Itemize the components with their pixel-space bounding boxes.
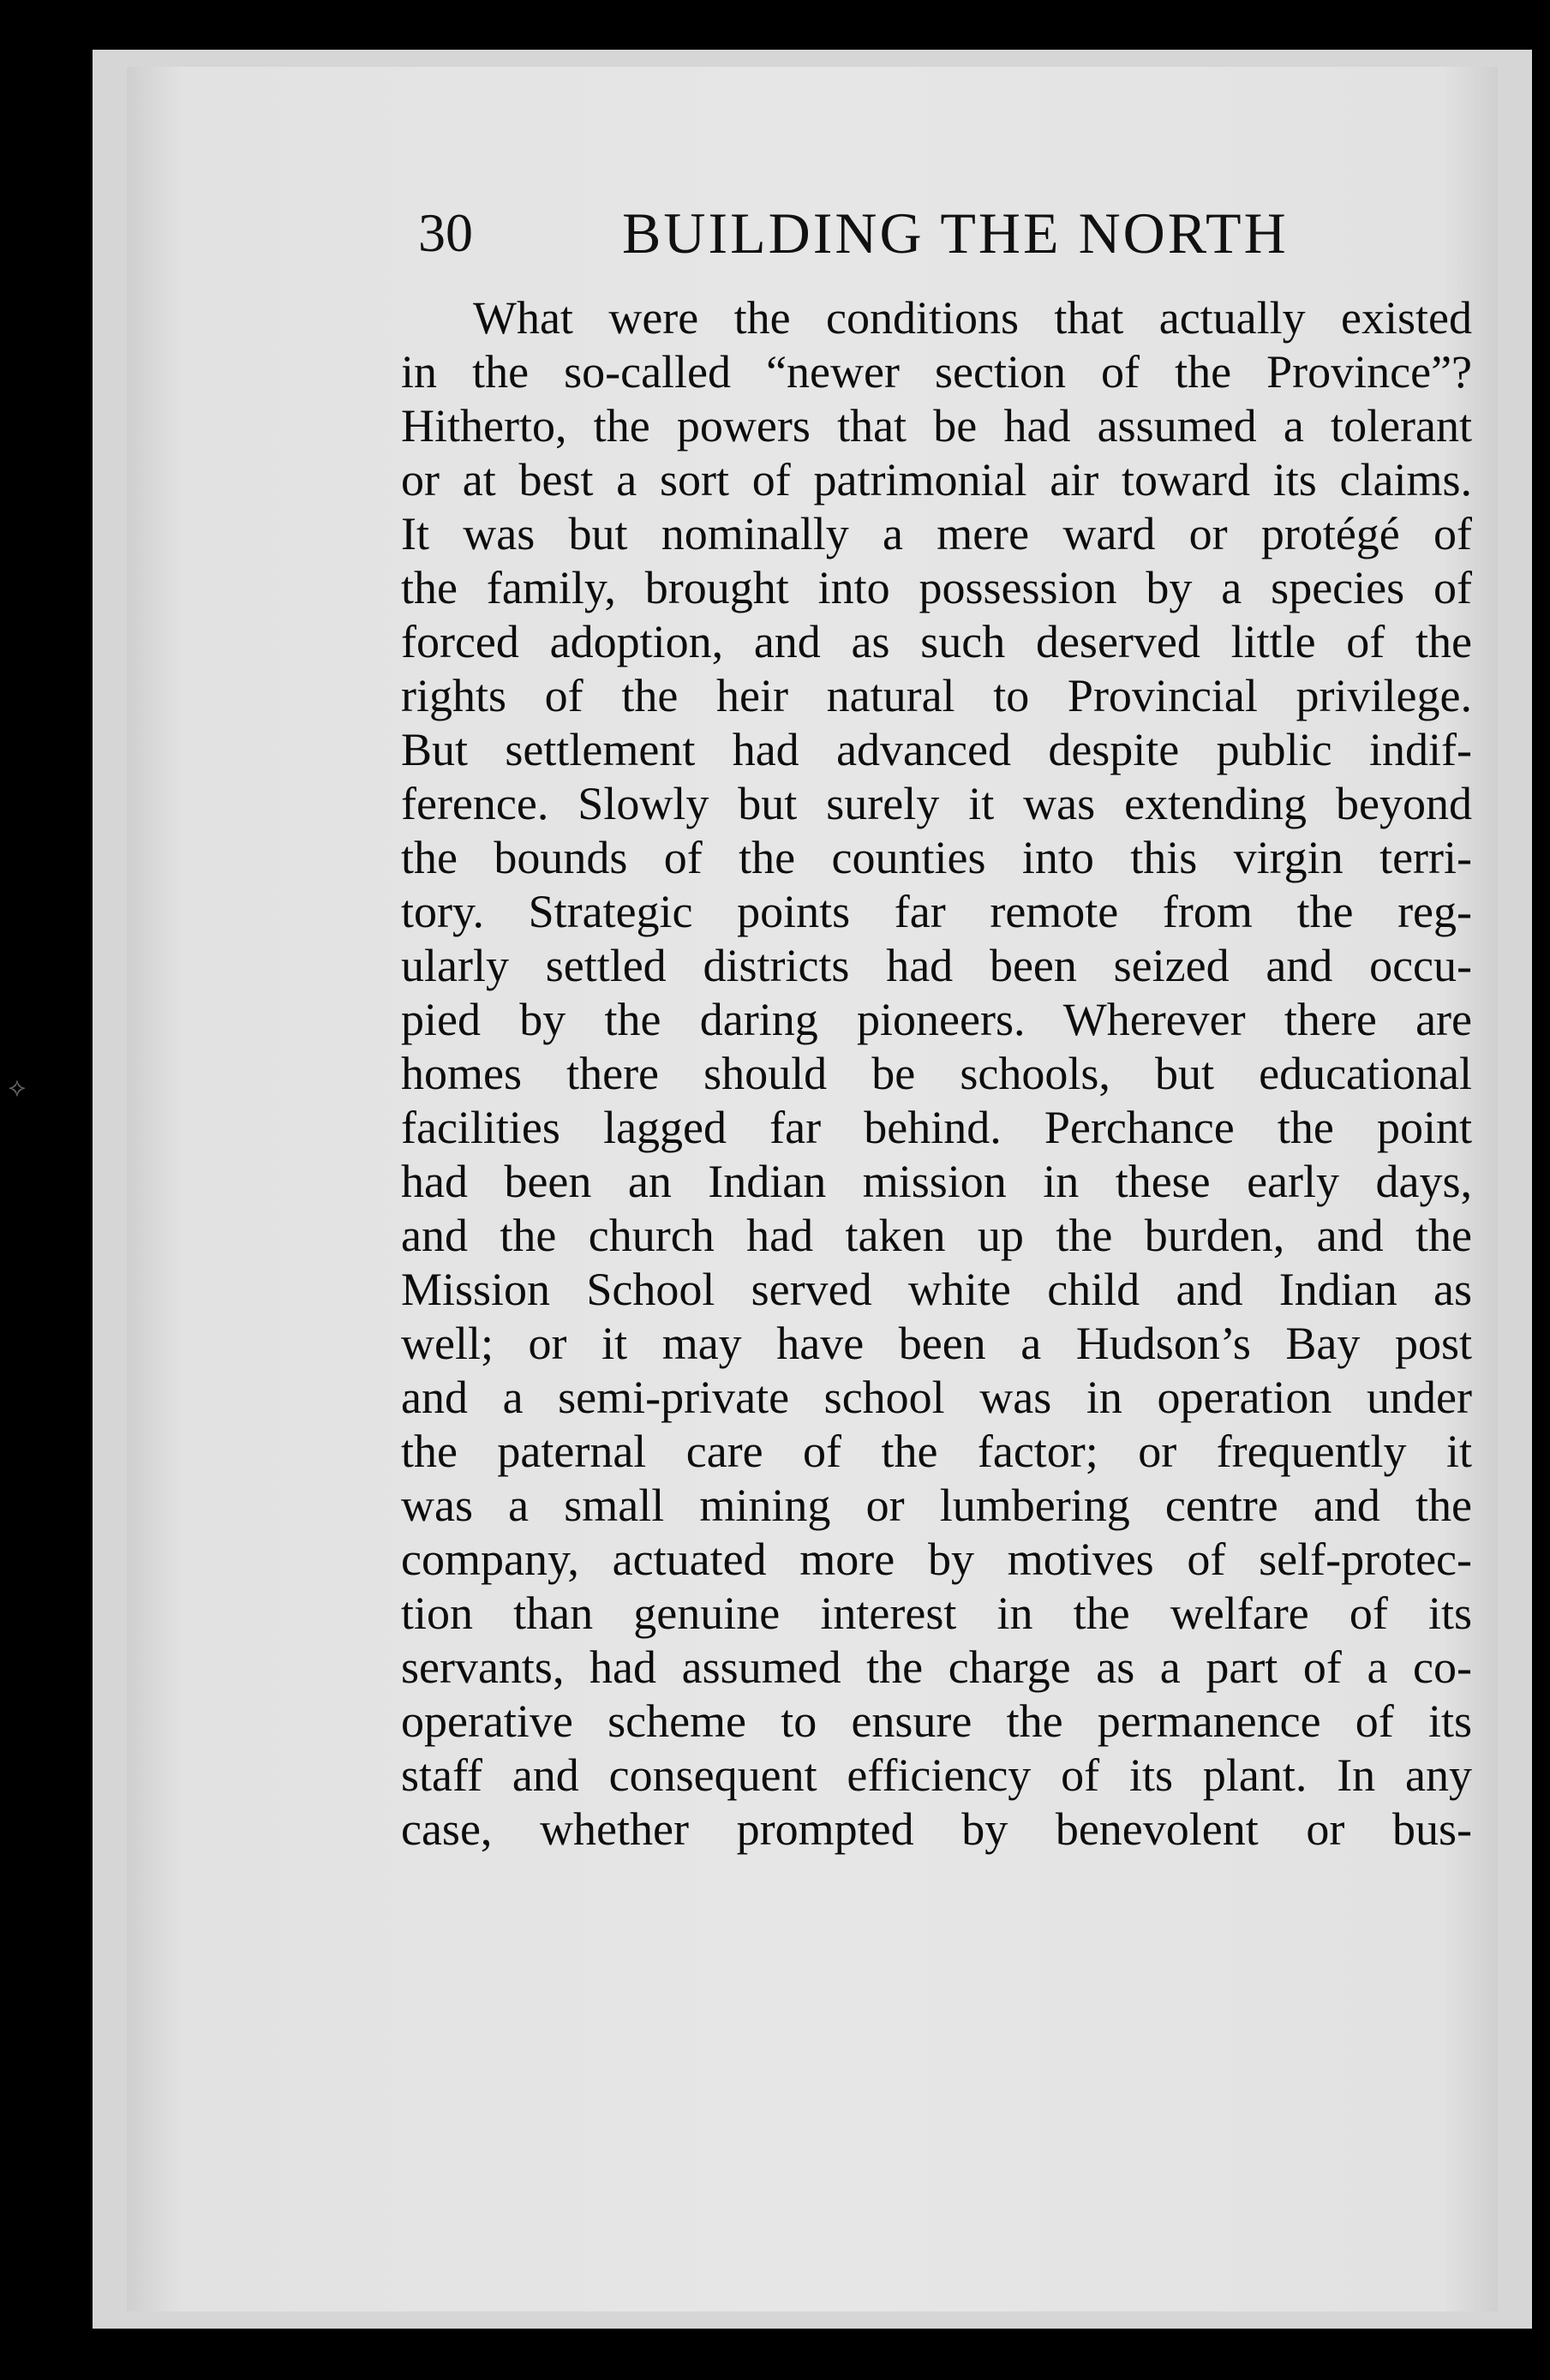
body-text (401, 291, 1472, 1857)
text-line: rights of the heir natural to Provincial privilege. (401, 670, 1472, 721)
text-line: It was but nominally a mere ward or protégé of (401, 508, 1472, 559)
text-line: pied by the daring pioneers. Wherever there are (401, 994, 1472, 1045)
text-line: case, whether prompted by benevolent or bus- (401, 1803, 1472, 1855)
text-line: tion than genuine interest in the welfare of its (401, 1588, 1472, 1639)
text-line: staff and consequent efficiency of its plant. In any (401, 1749, 1472, 1801)
margin-speck-mark: ⟡ (9, 1073, 26, 1103)
text-line: was a small mining or lumbering centre and the (401, 1480, 1472, 1531)
text-line: But settlement had advanced despite public indif- (401, 724, 1472, 775)
text-line: and a semi-private school was in operation under (401, 1372, 1472, 1423)
text-line: or at best a sort of patrimonial air toward its claims. (401, 454, 1472, 505)
page-number: 30 (418, 202, 473, 263)
text-line: ularly settled districts had been seized and occu- (401, 940, 1472, 991)
text-line: Hitherto, the powers that be had assumed a tolerant (401, 400, 1472, 451)
text-line: tory. Strategic points far remote from the reg- (401, 886, 1472, 937)
text-line: had been an Indian mission in these early days, (401, 1156, 1472, 1207)
text-line: forced adoption, and as such deserved little of the (401, 616, 1472, 667)
text-line: servants, had assumed the charge as a part of a co- (401, 1641, 1472, 1693)
text-line: facilities lagged far behind. Perchance the point (401, 1102, 1472, 1153)
running-title: BUILDING THE NORTH (622, 200, 1289, 266)
text-line: Mission School served white child and Indian as (401, 1264, 1472, 1315)
text-line: ference. Slowly but surely it was extending beyond (401, 778, 1472, 829)
text-line: in the so-called “newer section of the Province”? (401, 346, 1472, 398)
text-line: homes there should be schools, but educational (401, 1048, 1472, 1099)
text-line: the family, brought into possession by a species of (401, 562, 1472, 613)
text-line: the paternal care of the factor; or frequently it (401, 1426, 1472, 1477)
text-line: What were the conditions that actually existed (473, 292, 1472, 344)
text-line: operative scheme to ensure the permanence of its (401, 1695, 1472, 1747)
text-line: well; or it may have been a Hudson’s Bay post (401, 1318, 1472, 1369)
text-line: company, actuated more by motives of self-protec- (401, 1534, 1472, 1585)
text-line: the bounds of the counties into this virgin terri- (401, 832, 1472, 883)
text-line: and the church had taken up the burden, and the (401, 1210, 1472, 1261)
running-header (418, 199, 1309, 267)
